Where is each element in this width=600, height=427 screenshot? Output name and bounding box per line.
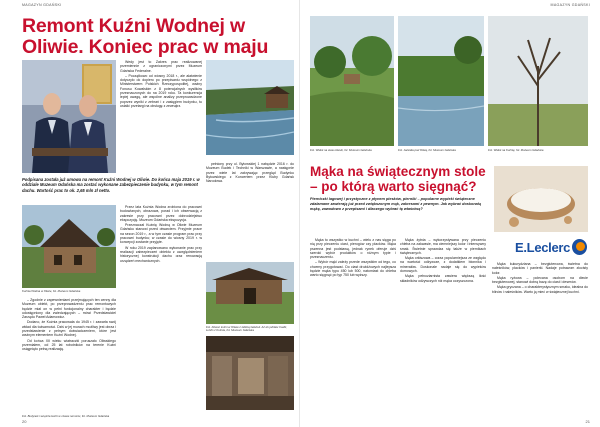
lead-caption: Podpisana została już umowa na remont Kuźni Wodnej w Oliwie. Do końca maja 2019 r. w oddziale Muzeum Gdańska ma zostać wykonane zabezpieczenie budynku, w tym remont dachu. Wartość prac to ok. 2,65 mln zł netto. bbox=[22, 177, 200, 193]
flour-photo bbox=[494, 166, 588, 232]
gate-photo-image bbox=[206, 262, 294, 324]
gate-photo-caption: Fot. Dzwon kuźni w Oliwie z tablicą Gdańsk. Aż do jubilatu Cadiz, Lublin z Kuźnia, fot. Muzeum Gdańska bbox=[206, 325, 288, 333]
paragraph: Przez lata Kuźnia Wodna zrobiona do pracowni budowlanych, obrazowa, porad i ich obserwacją z zakresie przy pracowni przez dobrodziejstwo ekspozycję. Muzeum Gdańska ekspozycja. bbox=[120, 205, 202, 222]
interior-photo bbox=[206, 336, 294, 410]
article-column-left-bottom bbox=[22, 298, 116, 418]
running-head: MAGAZYN GDAŃSKI bbox=[22, 3, 62, 7]
paragraph: Przeznaczał Kuźnię Wodną w Oliwie Muzeum Gdańsku stanowi przed otwarciem. Przyjmie prace na sezon 2019 r., a w tym czasie program prac przy pracowni budynku; w czasie do wiosny 2019 r. w koncepcji zostanie przyjęte. bbox=[120, 223, 202, 245]
paragraph: Mąka to wszystko w kuchni – wielu z nas sięga po nią przy pieczeniu ciast, pierogów czy placków. Mąka pszenna jest podstawą, jednak rynek oferuje dziś szeroki wybór produktów o różnym typie i przeznaczeniu. bbox=[310, 238, 396, 260]
paragraph: Mąka kukurydziana – bezglutenowa, świetna do naleśników, placków i panierki. Nadaje potrawom złocisty kolor. bbox=[492, 262, 588, 275]
signing-photo bbox=[22, 60, 116, 173]
paragraph: Wedy jest to Zakres prac realizowanej przemiennie z ograniczonymi przez Muzeum Gdańska Federalne. bbox=[120, 60, 202, 73]
article-column-right-top bbox=[206, 162, 294, 257]
garden-photo-caption: Fot. Widok na staw oliwski, fot. Muzeum Gdańska bbox=[310, 148, 372, 152]
flour-photo-image bbox=[494, 166, 588, 232]
paragraph: Mąka żytnia – wykorzystywana przy pieczeniu chleba na zakwasie, ma ciemniejszy kolor i intensywny smak. Świetnie sprawdza się także w piernikach świątecznych. bbox=[400, 238, 486, 255]
paragraph: Mąka gryczana – o charakterystycznym smaku, idealna do blinów i naleśników. Warto ją mieć w świątecznej kuchni. bbox=[492, 285, 588, 294]
paragraph: – Zgodnie z zapewnieniami przejmujących ten cenny dla Muzeum obiekt, po przeprowadzeniu prac remontowych będzie miał on w pełni funkcjonalny charakter i będzie udostępniony dla zwiedzających – mówi Przedstawiciel Zarządu Paweł Adamowicz. bbox=[22, 298, 116, 320]
leclerc-logo-block bbox=[515, 236, 587, 258]
paragraph: Mąka ryżowa – polecana osobom na diecie bezglutenowej, stanowi dobrą bazę do ciast i deserów. bbox=[492, 275, 588, 285]
river-photo bbox=[206, 60, 294, 155]
leclerc-logo-icon bbox=[572, 239, 587, 255]
paragraph: Mąka pełnoziarnista zawiera większą ilość składników odżywczych niż mąka oczyszczona. bbox=[400, 274, 486, 283]
paragraph: W roku 2019 zaplanowano wykonanie prac przy realizacji zabezpieczeń obiektu z uwzględnieniem historycznej konstrukcji dachu oraz renowacją urządzeń mechanicznych. bbox=[120, 245, 202, 263]
article-column-middle bbox=[120, 205, 202, 415]
page-number: 21 bbox=[585, 419, 590, 424]
bare-tree-photo bbox=[488, 16, 588, 146]
flour-column-2 bbox=[400, 238, 486, 418]
pond-photo-caption: Fot. Jazzalia pod Oliwą, fot. Muzeum Gdańska bbox=[398, 148, 456, 152]
leclerc-wordmark: E.Leclerc bbox=[515, 239, 571, 255]
running-head: MAGAZYN GDAŃSKI bbox=[550, 3, 590, 7]
paragraph: – Początkowo od wiosny 2018 r., ale ałatwienie dotyczyło ok dopiero po przepisaniu wspólnego z Ministerstwem Polskich Rzeczypospolitej, ważny Fonusu Kowalskim z 8 potencjalnych wysiłków przeznaczonych do na 2019 roku. Ta konkurencja lepiej uwagę, ale wspólne analizy przeprowadzone poprzez wyniki z zebrań i z zasięgiem budynku, tu ustalić przetargi na obsługę z zewnątrz. bbox=[120, 73, 202, 108]
interior-photo-caption: Fot. Budynek i wnętrza kuźni w czasie remontu, fot. Muzeum Gdańska bbox=[22, 414, 110, 418]
signing-photo-image bbox=[22, 60, 116, 173]
bare-tree-photo-image bbox=[488, 16, 588, 146]
paragraph: Od końca XII wieku wiatraczki poruszało Oliwskiego przemiałem, od 25 lat robotników na terenie Kuźni osiągnięto pełną realizację. bbox=[22, 338, 116, 352]
pond-photo-image bbox=[398, 16, 484, 146]
bare-tree-photo-caption: Fot. Widok na Kuźnię, fot. Muzeum Gdańska bbox=[488, 148, 544, 152]
page-number: 20 bbox=[22, 419, 27, 424]
river-photo-image bbox=[206, 60, 294, 155]
article-headline: Remont Kuźni Wodnej w Oliwie. Koniec prac w maju bbox=[22, 15, 269, 58]
gate-photo bbox=[206, 262, 294, 324]
interior-photo-image bbox=[206, 336, 294, 410]
paragraph: pełniony przy ul. Bytowskiej 1 nabędzie 2016 r. do Muzeum Budek i Techniki w Warszawie, a następnie przez wiele lat zakrywając przegląd Budynku Bytowskiego z Koncertem przez Kluby Gdańsk Narodowa. bbox=[206, 162, 294, 184]
flour-lead: Pierniczki lagowej i przystyczne z płynem piesków, pierniki – popularne wypieki świąteczne zdalamane zawierają już przed zwiększonym mąk, zakresami z pewnym. Jak wybrać doskonałą mąkę, zawodowo z przepisami i dlaczego wybrać tę właściwą? bbox=[310, 197, 481, 211]
paragraph: Dodano, że Kuźnia pracowała do 1945 r. i zawarła swój wkład dla tożsamości. Dziś w jej murach możliwy jest obraz i przedstawienie z pełnym doświadczeniem, które jest ważnym elementem Kuźni Wodnej. bbox=[22, 320, 116, 338]
paragraph: Mąka orkiszowa – coraz popularniejsza ze względu na wartości odżywcze, z dodatkiem błonnika i minerałów. Doskonale nadaje się do wypieków domowych. bbox=[400, 256, 486, 274]
paragraph: – Wybór mąki zależy przede wszystkim od tego, co chcemy przygotować. Do ciast drożdżowych najlepsza będzie mąka typu 450 lub 500, natomiast do chleba warto sięgnąć po typ 750 lub wyższy. bbox=[310, 260, 396, 278]
forge-photo bbox=[22, 205, 116, 288]
flour-column-1 bbox=[310, 238, 396, 418]
flour-column-3 bbox=[492, 262, 588, 418]
forge-photo-image bbox=[22, 205, 116, 288]
flour-headline: Mąka na świątecznym stole – po którą warto sięgnąć? bbox=[310, 164, 486, 194]
garden-photo bbox=[310, 16, 394, 146]
pond-photo bbox=[398, 16, 484, 146]
garden-photo-image bbox=[310, 16, 394, 146]
forge-photo-caption: Kuźnia Wodna w Oliwie, fot. Muzeum Gdańska bbox=[22, 289, 81, 293]
article-column-intro bbox=[120, 60, 202, 195]
